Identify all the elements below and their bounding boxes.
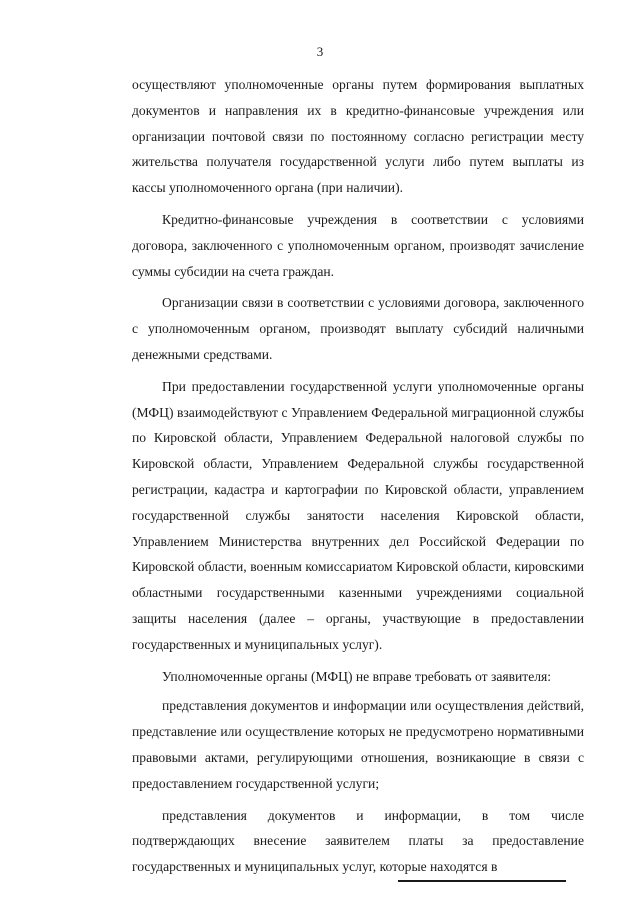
paragraph-not-entitled: Уполномоченные органы (МФЦ) не вправе требовать от заявителя:	[162, 668, 552, 684]
paragraph-continuation: осуществляют уполномоченные органы путем формирования выплатных документов и направления их в кредитно-финансовые учреждения или организации почтовой связи по постоянному согласно регистрации месту жительства получателя государственной услуги либо путем выплаты из кассы уполномоченного органа (при наличии).	[132, 77, 584, 196]
page-number: 3	[316, 44, 324, 59]
paragraph-documents-payment: представления документов и информации, в том числе подтверждающих внесение заявителем платы за предоставление государственных и муниципальных услуг, которые находятся в	[132, 807, 584, 875]
document-body	[132, 72, 584, 886]
paragraph-postal-organizations: Организации связи в соответствии с условиями договора, заключенного с уполномоченным органом, производят выплату субсидий наличными денежными средствами.	[132, 295, 584, 362]
paragraph-credit-institutions: Кредитно-финансовые учреждения в соответствии с условиями договора, заключенного с уполномоченным органом, производят зачисление суммы субсидии на счета граждан.	[132, 211, 584, 279]
footer-rule	[398, 880, 566, 882]
paragraph-documents-actions: представления документов и информации или осуществления действий, представление или осуществление которых не предусмотрено нормативными правовыми актами, регулирующими отношения, возникающие в связи с предоставлением государственной услуги;	[132, 698, 584, 791]
paragraph-interaction-agencies: При предоставлении государственной услуги уполномоченные органы (МФЦ) взаимодействуют с Управлением Федеральной миграционной службы по Кировской области, Управлением Федеральной налоговой службы по Кировской области, Управлением Федеральной службы государственной регистрации, кадастра и картографии по Кировской области, управлением государственной службы занятости населения Кировской области, Управлением Министерства внутренних дел Российской Федерации по Кировской области, военным комиссариатом Кировской области, кировскими областными государственными казенными учреждениями социальной защиты населения (далее – органы, участвующие в предоставлении государственных и муниципальных услуг).	[132, 378, 584, 652]
